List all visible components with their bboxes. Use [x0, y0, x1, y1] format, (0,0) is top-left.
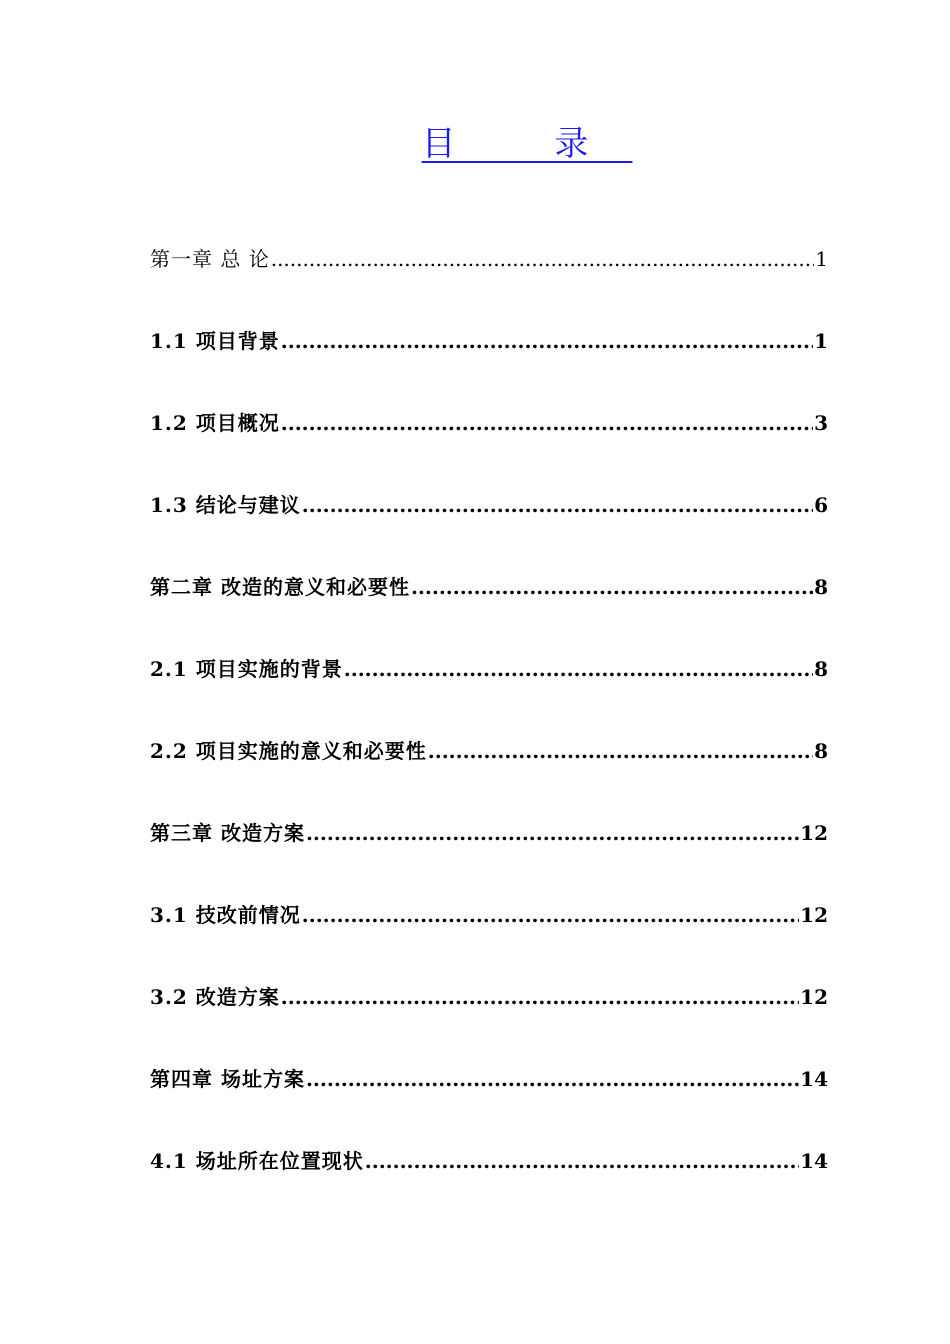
toc-entry-page: 8 — [814, 739, 828, 763]
toc-leader-dots — [302, 896, 799, 934]
toc-entry[interactable] — [150, 1142, 828, 1224]
toc-entry-label: 1.3 结论与建议 — [150, 493, 301, 517]
toc-leader-dots — [411, 568, 813, 606]
toc-leader-dots — [428, 732, 813, 770]
toc-entry-page: 8 — [814, 575, 828, 599]
toc-entry-page: 3 — [814, 411, 828, 435]
toc-entry[interactable] — [150, 650, 828, 732]
toc-entry-page: 12 — [800, 903, 828, 927]
toc-entry-page: 14 — [800, 1067, 828, 1091]
toc-leader-dots — [271, 240, 815, 278]
toc-leader-dots — [365, 1142, 799, 1180]
toc-leader-dots — [302, 486, 813, 524]
toc-entry-page: 8 — [814, 657, 828, 681]
toc-leader-dots — [281, 978, 799, 1016]
toc-entry-page: 1 — [814, 329, 828, 353]
toc-leader-dots — [344, 650, 813, 688]
toc-leader-dots — [281, 404, 813, 442]
toc-entry[interactable] — [150, 814, 828, 896]
toc-entry[interactable] — [150, 404, 828, 486]
toc-entry-label: 第四章 场址方案 — [150, 1067, 305, 1091]
toc-entry[interactable] — [150, 322, 828, 404]
toc-entry-page: 1 — [815, 247, 828, 271]
toc-entry-label: 第二章 改造的意义和必要性 — [150, 575, 410, 599]
toc-entry[interactable] — [150, 240, 828, 322]
toc-entry[interactable] — [150, 486, 828, 568]
toc-entry-page: 12 — [800, 985, 828, 1009]
toc-entry[interactable] — [150, 978, 828, 1060]
toc-entry[interactable] — [150, 732, 828, 814]
toc-entry-page: 6 — [814, 493, 828, 517]
toc-title[interactable]: 目 录 — [421, 124, 633, 164]
toc-entry-page: 12 — [800, 821, 828, 845]
toc-leader-dots — [306, 814, 799, 852]
toc-entry-label: 2.1 项目实施的背景 — [150, 657, 343, 681]
toc-entry-label: 第一章 总 论 — [150, 247, 270, 271]
toc-entry[interactable] — [150, 896, 828, 978]
toc-entry-label: 2.2 项目实施的意义和必要性 — [150, 739, 427, 763]
toc-leader-dots — [306, 1060, 799, 1098]
table-of-contents — [150, 240, 828, 1224]
toc-entry[interactable] — [150, 1060, 828, 1142]
toc-leader-dots — [281, 322, 813, 360]
toc-entry-label: 1.2 项目概况 — [150, 411, 280, 435]
toc-entry-label: 3.2 改造方案 — [150, 985, 280, 1009]
toc-entry-label: 4.1 场址所在位置现状 — [150, 1149, 364, 1173]
toc-entry[interactable] — [150, 568, 828, 650]
toc-entry-label: 3.1 技改前情况 — [150, 903, 301, 927]
toc-entry-page: 14 — [800, 1149, 828, 1173]
toc-entry-label: 1.1 项目背景 — [150, 329, 280, 353]
toc-entry-label: 第三章 改造方案 — [150, 821, 305, 845]
